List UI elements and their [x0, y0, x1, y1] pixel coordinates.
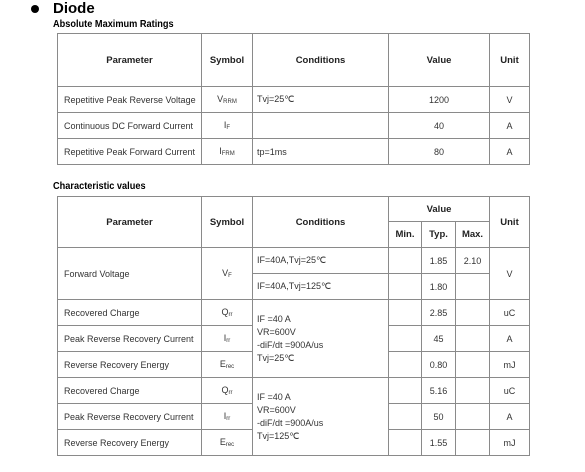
unit-cell: V	[490, 87, 530, 113]
max-cell	[456, 430, 490, 456]
header-parameter: Parameter	[58, 34, 202, 87]
parameter-cell: Peak Reverse Recovery Current	[58, 404, 202, 430]
value-cell: 40	[389, 113, 490, 139]
parameter-cell: Peak Reverse Recovery Current	[58, 326, 202, 352]
typ-cell: 1.85	[422, 248, 456, 274]
typ-cell: 45	[422, 326, 456, 352]
table-row	[58, 139, 530, 165]
min-cell	[389, 378, 422, 404]
parameter-cell: Reverse Recovery Energy	[58, 352, 202, 378]
header-symbol: Symbol	[202, 197, 253, 248]
unit-cell: mJ	[490, 430, 530, 456]
unit-cell: A	[490, 326, 530, 352]
value-cell: 80	[389, 139, 490, 165]
unit-cell: uC	[490, 300, 530, 326]
max-cell	[456, 378, 490, 404]
max-cell	[456, 274, 490, 300]
parameter-cell: Reverse Recovery Energy	[58, 430, 202, 456]
table-row	[58, 378, 530, 404]
header-min: Min.	[389, 222, 422, 248]
max-cell	[456, 300, 490, 326]
typ-cell: 1.55	[422, 430, 456, 456]
symbol-cell: $V_{RRM}$	[202, 87, 253, 113]
unit-cell: uC	[490, 378, 530, 404]
conditions-cell: IF =40 A VR=600V -diF/dt =900A/us Tvj=25℃	[253, 300, 389, 378]
symbol-cell: $E_{rec}$	[202, 430, 253, 456]
value-cell: 1200	[389, 87, 490, 113]
min-cell	[389, 274, 422, 300]
header-symbol: Symbol	[202, 34, 253, 87]
section-title: Diode	[53, 0, 95, 17]
typ-cell: 5.16	[422, 378, 456, 404]
parameter-cell: Repetitive Peak Forward Current	[58, 139, 202, 165]
symbol-cell: $Q_{rr}$	[202, 300, 253, 326]
table-row	[58, 87, 530, 113]
symbol-cell: $I_{rr}$	[202, 326, 253, 352]
conditions-cell: IF =40 A VR=600V -diF/dt =900A/us Tvj=125℃	[253, 378, 389, 456]
unit-cell: A	[490, 113, 530, 139]
conditions-cell: Tvj=25℃	[253, 87, 389, 113]
bullet-icon	[31, 5, 39, 13]
conditions-cell: IF=40A,Tvj=125℃	[253, 274, 389, 300]
max-cell	[456, 326, 490, 352]
abs-max-table	[57, 33, 530, 165]
typ-cell: 50	[422, 404, 456, 430]
parameter-cell: Forward Voltage	[58, 248, 202, 300]
min-cell	[389, 326, 422, 352]
header-max: Max.	[456, 222, 490, 248]
max-cell: 2.10	[456, 248, 490, 274]
header-unit: Unit	[490, 197, 530, 248]
parameter-cell: Continuous DC Forward Current	[58, 113, 202, 139]
header-conditions: Conditions	[253, 197, 389, 248]
table-row	[58, 113, 530, 139]
min-cell	[389, 352, 422, 378]
abs-max-heading: Absolute Maximum Ratings	[53, 19, 174, 30]
table-row	[58, 248, 530, 274]
unit-cell: V	[490, 248, 530, 300]
min-cell	[389, 300, 422, 326]
max-cell	[456, 404, 490, 430]
header-value: Value	[389, 34, 490, 87]
char-table	[57, 196, 530, 456]
symbol-cell: $Q_{rr}$	[202, 378, 253, 404]
header-parameter: Parameter	[58, 197, 202, 248]
header-typ: Typ.	[422, 222, 456, 248]
conditions-cell	[253, 113, 389, 139]
symbol-cell: $I_{FRM}$	[202, 139, 253, 165]
unit-cell: A	[490, 139, 530, 165]
conditions-cell: tp=1ms	[253, 139, 389, 165]
symbol-cell: $E_{rec}$	[202, 352, 253, 378]
header-conditions: Conditions	[253, 34, 389, 87]
symbol-cell: $I_F$	[202, 113, 253, 139]
parameter-cell: Recovered Charge	[58, 300, 202, 326]
min-cell	[389, 248, 422, 274]
typ-cell: 0.80	[422, 352, 456, 378]
symbol-cell: $I_{rr}$	[202, 404, 253, 430]
min-cell	[389, 404, 422, 430]
max-cell	[456, 352, 490, 378]
conditions-cell: IF=40A,Tvj=25℃	[253, 248, 389, 274]
parameter-cell: Repetitive Peak Reverse Voltage	[58, 87, 202, 113]
min-cell	[389, 430, 422, 456]
symbol-cell: $V_F$	[202, 248, 253, 300]
char-heading: Characteristic values	[53, 181, 146, 192]
unit-cell: mJ	[490, 352, 530, 378]
unit-cell: A	[490, 404, 530, 430]
parameter-cell: Recovered Charge	[58, 378, 202, 404]
typ-cell: 1.80	[422, 274, 456, 300]
header-unit: Unit	[490, 34, 530, 87]
table-row	[58, 300, 530, 326]
header-value: Value	[389, 197, 490, 222]
typ-cell: 2.85	[422, 300, 456, 326]
